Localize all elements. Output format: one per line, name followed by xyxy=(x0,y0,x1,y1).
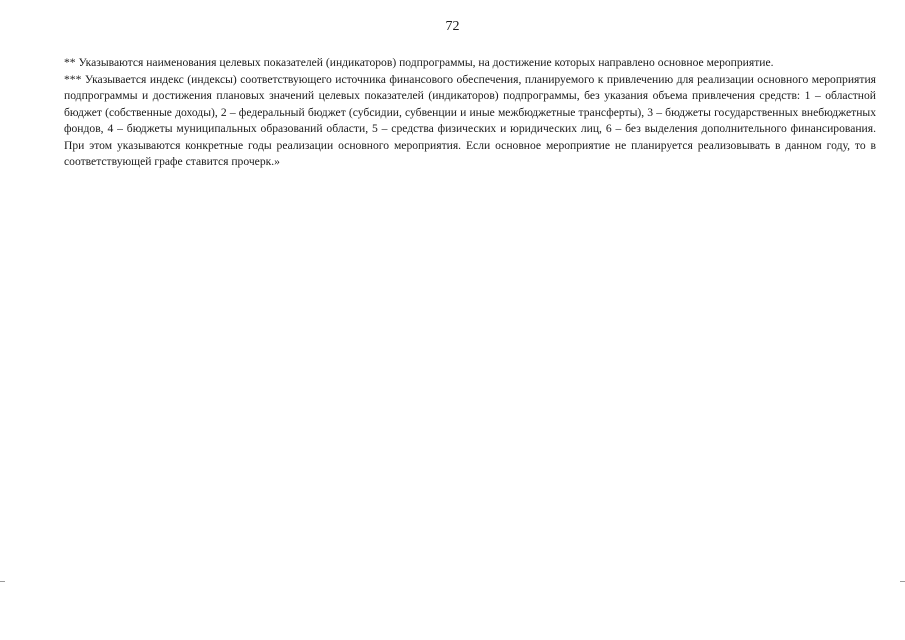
page-number: 72 xyxy=(445,19,460,34)
right-edge-mark xyxy=(900,581,905,582)
footnote-funding-sources: *** Указывается индекс (индексы) соответствующего источника финансового обеспечения, планируемого к привлечению для реализации основного мероприятия подпрограммы и достижения плановых значений целевых показателей (индикаторов) подпрограммы, без указания объема привлечения средств: 1 – областной бюджет (собственные доходы), 2 – федеральный бюджет (субсидии, субвенции и иные межбюджетные трансферты), 3 – бюджеты государственных внебюджетных фондов, 4 – бюджеты муниципальных образований области, 5 – средства физических и юридических лиц, 6 – без выделения дополнительного финансирования. При этом указываются конкретные годы реализации основного мероприятия. Если основное мероприятие не планируется реализовывать в данном году, то в соответствующей графе ставится прочерк.» xyxy=(64,72,876,168)
left-edge-mark xyxy=(0,581,5,582)
footnotes-block xyxy=(64,55,876,171)
footnote-indicators: ** Указываются наименования целевых показателей (индикаторов) подпрограммы, на достижение которых направлено основное мероприятие. xyxy=(64,56,774,69)
